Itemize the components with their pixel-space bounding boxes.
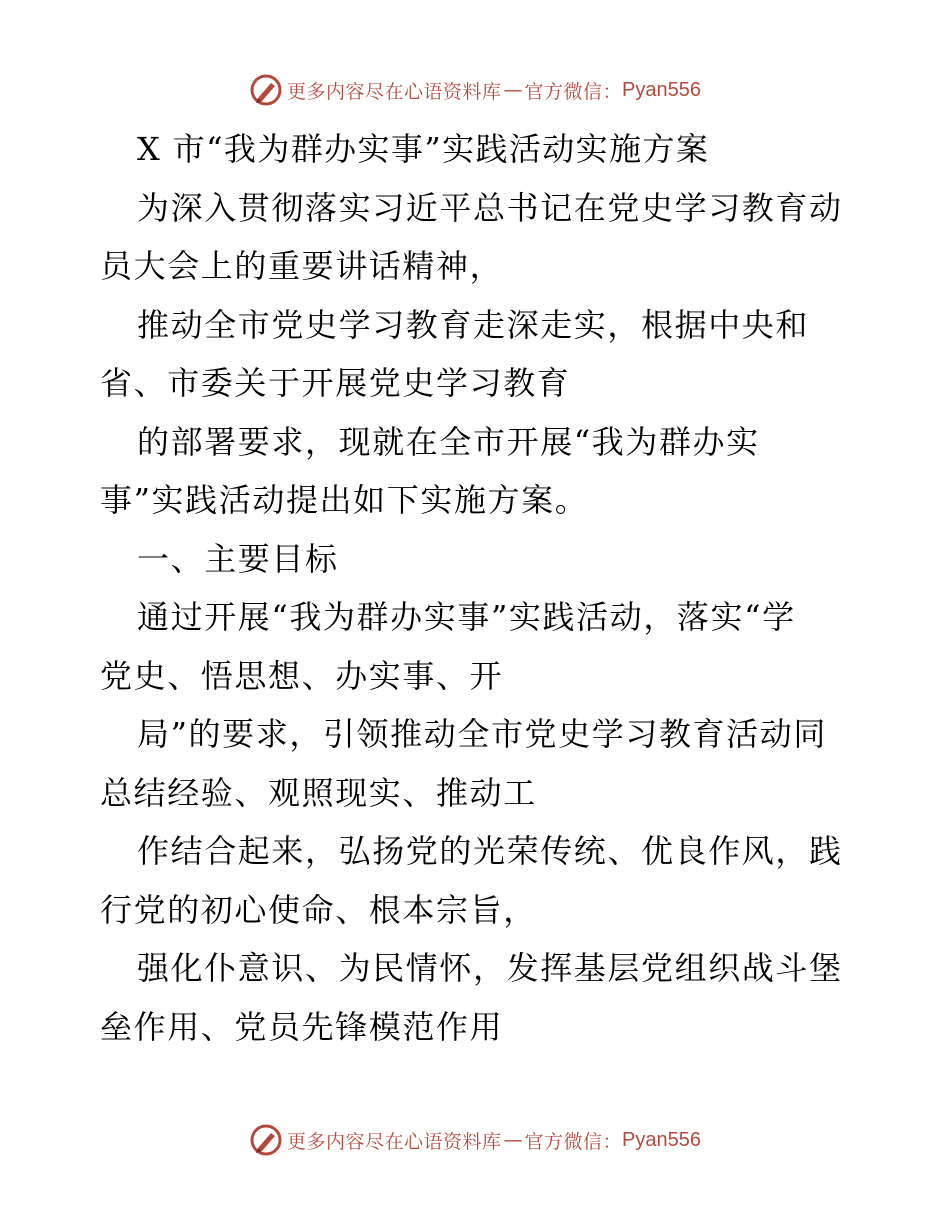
- watermark-separator: —: [503, 1129, 523, 1151]
- paragraph-line: 通过开展“我为群办实事”实践活动，落实“学: [137, 598, 796, 636]
- watermark-text: 更多内容尽在心语资料库: [287, 80, 502, 103]
- paragraph-line: 为深入贯彻落实习近平总书记在党史学习教育动: [137, 188, 843, 227]
- paragraph-line: 的部署要求，现就在全市开展“我为群办实: [137, 422, 760, 461]
- document-title: X 市“我为群办实事”实践活动实施方案: [137, 130, 710, 168]
- watermark-text: 更多内容尽在心语资料库: [287, 1130, 502, 1153]
- document-body: [100, 120, 860, 1056]
- paragraph-line: 行党的初心使命、根本宗旨，: [100, 890, 537, 929]
- paragraph-line: 作结合起来，弘扬党的光荣传统、优良作风，践: [137, 832, 843, 870]
- paragraph-line: 党史、悟思想、办实事、开: [100, 656, 504, 695]
- paragraph-line: 省、市委关于开展党史学习教育: [100, 364, 571, 402]
- paragraph-line: 推动全市党史学习教育走深走实，根据中央和: [137, 305, 810, 344]
- paragraph-line: 局”的要求，引领推动全市党史学习教育活动同: [137, 715, 827, 753]
- header-watermark: [0, 70, 950, 110]
- watermark-account-label: 官方微信：: [524, 1130, 623, 1153]
- watermark-account-label: 官方微信：: [524, 80, 623, 103]
- watermark-account-id: Pyan556: [622, 1128, 701, 1151]
- pen-logo-icon: [249, 73, 283, 107]
- paragraph-line: 垒作用、党员先锋模范作用: [100, 1007, 504, 1046]
- paragraph-line: 员大会上的重要讲话精神，: [100, 247, 504, 285]
- footer-watermark: [0, 1120, 950, 1160]
- paragraph-line: 总结经验、观照现实、推动工: [100, 773, 537, 812]
- paragraph-line: 强化仆意识、为民情怀，发挥基层党组织战斗堡: [137, 949, 843, 987]
- watermark-separator: —: [503, 79, 523, 101]
- section-heading: 一、主要目标: [137, 539, 339, 578]
- paragraph-line: 事”实践活动提出如下实施方案。: [100, 481, 589, 519]
- pen-logo-icon: [249, 1123, 283, 1157]
- watermark-account-id: Pyan556: [622, 78, 701, 101]
